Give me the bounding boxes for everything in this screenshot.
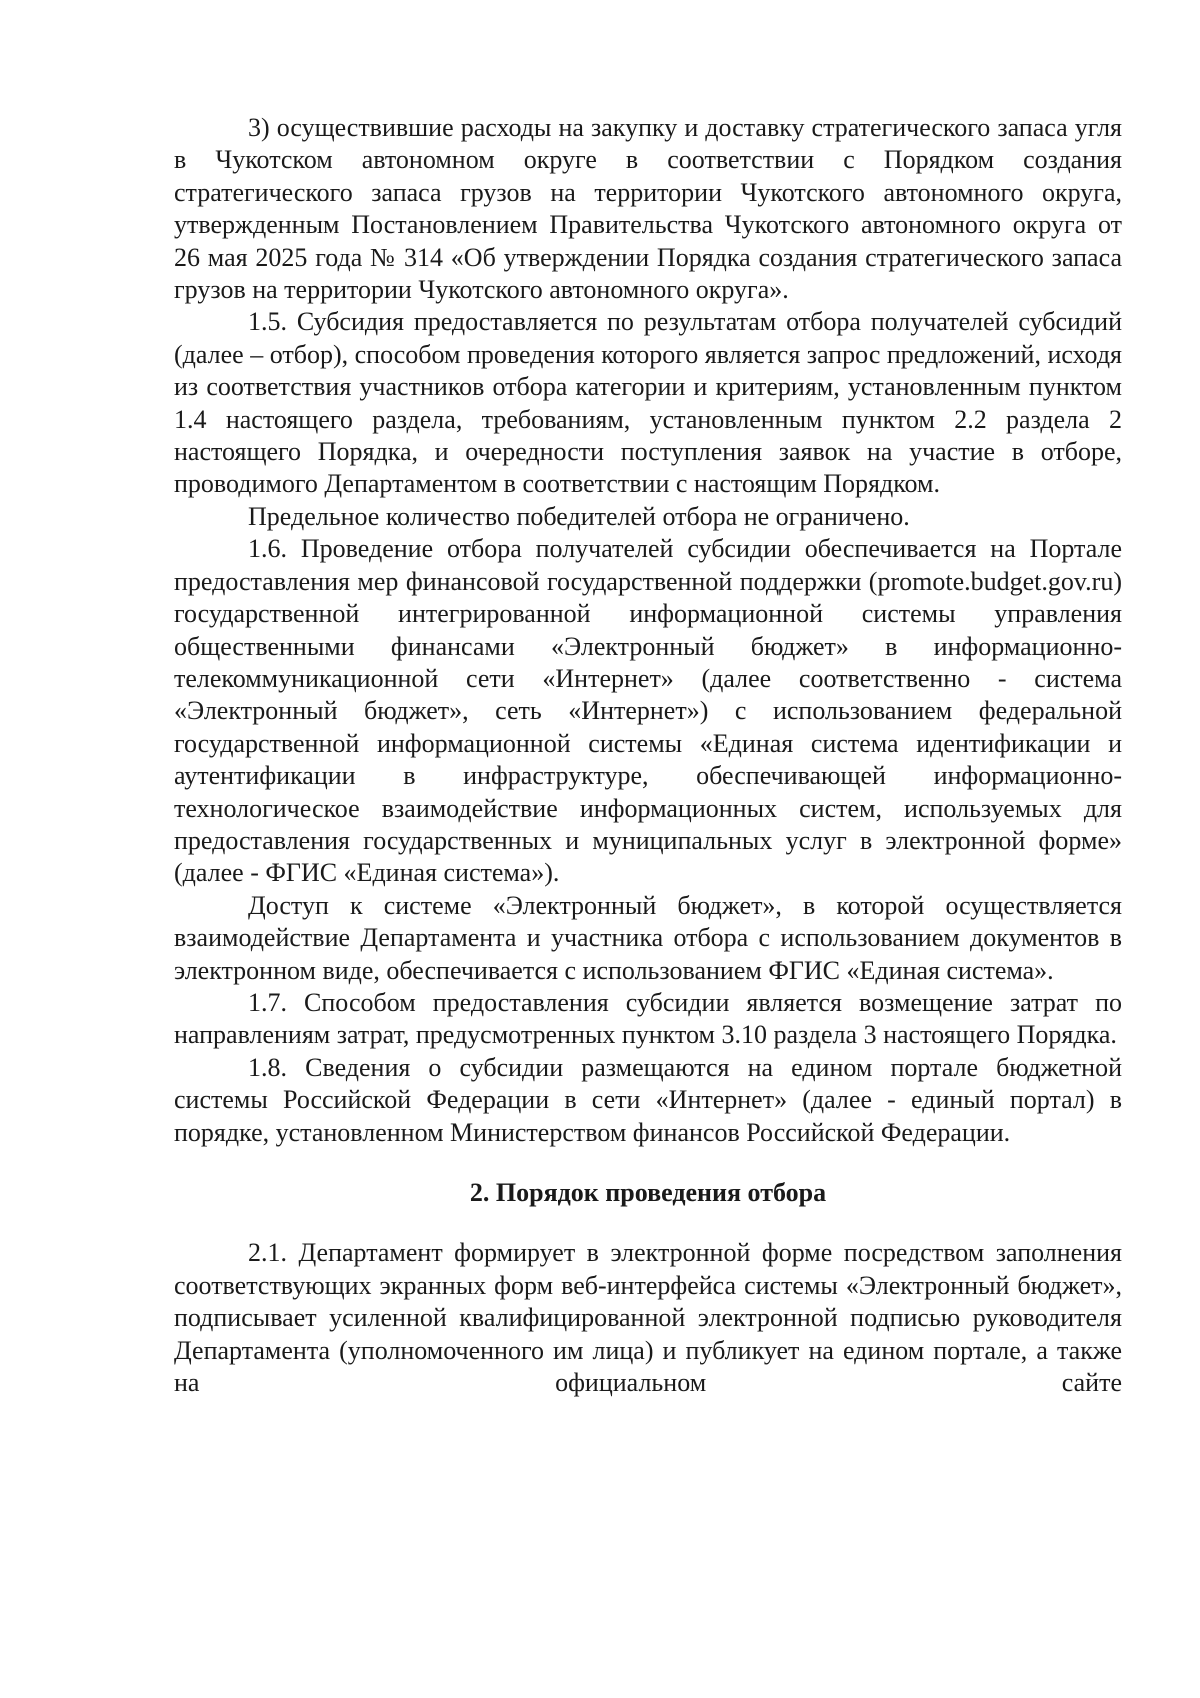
- document-page: [174, 112, 1122, 1399]
- paragraph-1-6: 1.6. Проведение отбора получателей субсидии обеспечивается на Портале предоставления мер финансовой государственной поддержки (promote.budget.gov.ru) государственной интегрированной информационной системы управления общественными финансами «Электронный бюджет» в информационно-телекоммуникационной сети «Интернет» (далее соответственно - система «Электронный бюджет», сеть «Интернет») с использованием федеральной государственной информационной системы «Единая система идентификации и аутентификации в инфраструктуре, обеспечивающей информационно-технологическое взаимодействие информационных систем, используемых для предоставления государственных и муниципальных услуг в электронной форме» (далее - ФГИС «Единая система»).: [174, 534, 1122, 888]
- paragraph-1-7: 1.7. Способом предоставления субсидии является возмещение затрат по направлениям затрат, предусмотренных пунктом 3.10 раздела 3 настоящего Порядка.: [174, 987, 1122, 1050]
- section-heading: 2. Порядок проведения отбора: [469, 1178, 827, 1207]
- paragraph-winners-limit: Предельное количество победителей отбора не ограничено.: [248, 501, 910, 531]
- paragraph-1-8: 1.8. Сведения о субсидии размещаются на едином портале бюджетной системы Российской Федерации в сети «Интернет» (далее - единый портал) в порядке, установленном Министерством финансов Российской Федерации.: [174, 1052, 1122, 1147]
- paragraph-2-1: 2.1. Департамент формирует в электронной форме посредством заполнения соответствующих экранных форм веб-интерфейса системы «Электронный бюджет», подписывает усиленной квалифицированной электронной подписью руководителя Департамента (уполномоченного им лица) и публикует на едином портале, а также на официальном сайте: [174, 1238, 1122, 1398]
- paragraph-item-3: 3) осуществившие расходы на закупку и доставку стратегического запаса угля в Чукотском автономном округе в соответствии с Порядком создания стратегического запаса грузов на территории Чукотского автономного округа, утвержденным Постановлением Правительства Чукотского автономного округа от 26 мая 2025 года № 314 «Об утверждении Порядка создания стратегического запаса грузов на территории Чукотского автономного округа».: [174, 113, 1122, 305]
- paragraph-access: Доступ к системе «Электронный бюджет», в которой осуществляется взаимодействие Департамента и участника отбора с использованием документов в электронном виде, обеспечивается с использованием ФГИС «Единая система».: [174, 890, 1122, 985]
- paragraph-1-5: 1.5. Субсидия предоставляется по результатам отбора получателей субсидий (далее – отбор), способом проведения которого является запрос предложений, исходя из соответствия участников отбора категории и критериям, установленным пунктом 1.4 настоящего раздела, требованиям, установленным пунктом 2.2 раздела 2 настоящего Порядка, и очередности поступления заявок на участие в отборе, проводимого Департаментом в соответствии с настоящим Порядком.: [174, 307, 1122, 499]
